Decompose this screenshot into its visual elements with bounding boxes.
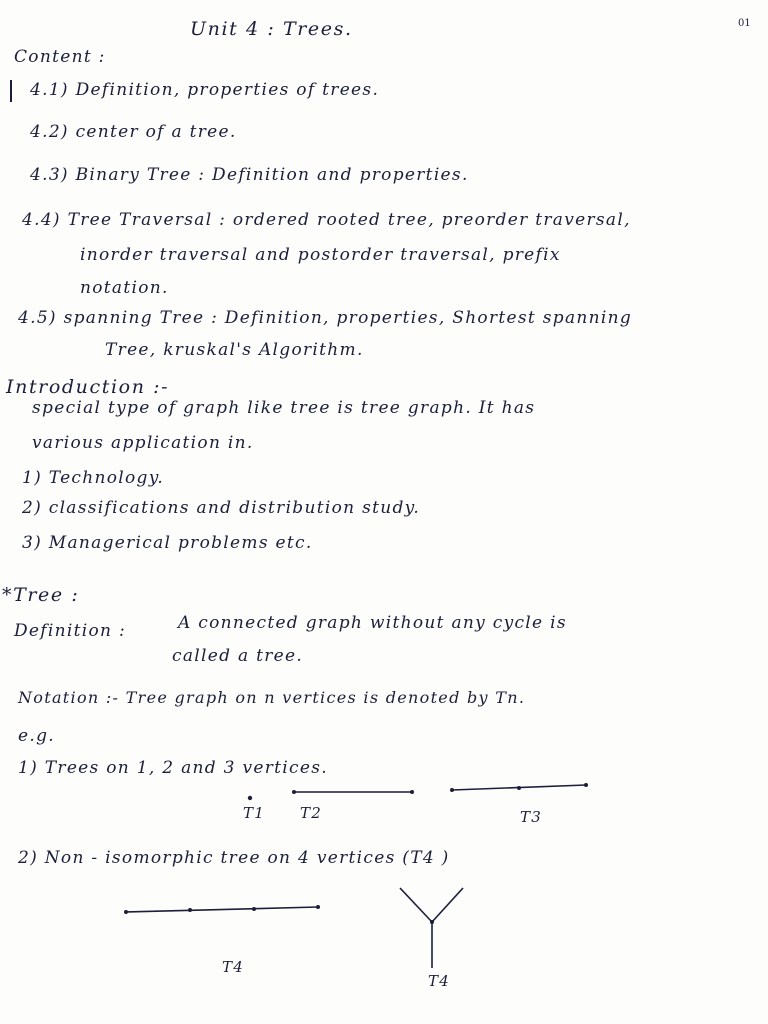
vertex xyxy=(252,907,256,911)
t3-label: T3 xyxy=(520,808,543,826)
definition-text: A connected graph without any cycle is xyxy=(178,613,567,633)
content-heading: Content : xyxy=(14,47,106,67)
vertex xyxy=(292,790,296,794)
list-item: 3) Managerical problems etc. xyxy=(22,533,313,553)
content-item: 4.4) Tree Traversal : ordered rooted tree, preorder traversal, xyxy=(22,210,631,230)
t1-label: T1 xyxy=(243,804,266,822)
t4-path-label: T4 xyxy=(222,958,245,976)
content-item: Tree, kruskal's Algorithm. xyxy=(105,340,364,360)
content-item: 4.5) spanning Tree : Definition, properties, Shortest spanning xyxy=(18,308,633,328)
vertex xyxy=(188,908,192,912)
definition-text: called a tree. xyxy=(172,646,304,666)
content-item: inorder traversal and postorder traversal, prefix xyxy=(80,245,561,265)
vertex xyxy=(124,910,128,914)
content-item: notation. xyxy=(80,278,169,298)
vertex xyxy=(316,905,320,909)
content-item: 4.2) center of a tree. xyxy=(30,122,237,142)
definition-label: Definition : xyxy=(14,621,126,641)
edge xyxy=(400,888,432,922)
eg-label: e.g. xyxy=(18,726,55,746)
vertex xyxy=(450,788,454,792)
vertex xyxy=(410,790,414,794)
corner-mark: 01 xyxy=(738,18,751,29)
tree-heading: *Tree : xyxy=(2,584,80,606)
introduction-line: various application in. xyxy=(32,433,254,453)
example-two: 2) Non - isomorphic tree on 4 vertices (T4 ) xyxy=(18,848,450,868)
introduction-heading: Introduction :- xyxy=(6,376,170,398)
page-title: Unit 4 : Trees. xyxy=(190,18,353,40)
content-item: 4.1) Definition, properties of trees. xyxy=(30,80,380,100)
list-item: 1) Technology. xyxy=(22,468,165,488)
example-one: 1) Trees on 1, 2 and 3 vertices. xyxy=(18,758,328,778)
edge xyxy=(432,888,463,922)
vertex xyxy=(584,783,588,787)
vertex xyxy=(517,786,521,790)
introduction-line: special type of graph like tree is tree graph. It has xyxy=(32,398,536,418)
vertex xyxy=(430,920,434,924)
t2-label: T2 xyxy=(300,804,323,822)
notation-text: Notation :- Tree graph on n vertices is denoted by Tn. xyxy=(18,688,526,707)
vertex xyxy=(248,796,252,800)
edge xyxy=(126,907,318,912)
t4-star-label: T4 xyxy=(428,972,451,990)
list-item: 2) classifications and distribution study. xyxy=(22,498,421,518)
content-item: 4.3) Binary Tree : Definition and properties. xyxy=(30,165,469,185)
